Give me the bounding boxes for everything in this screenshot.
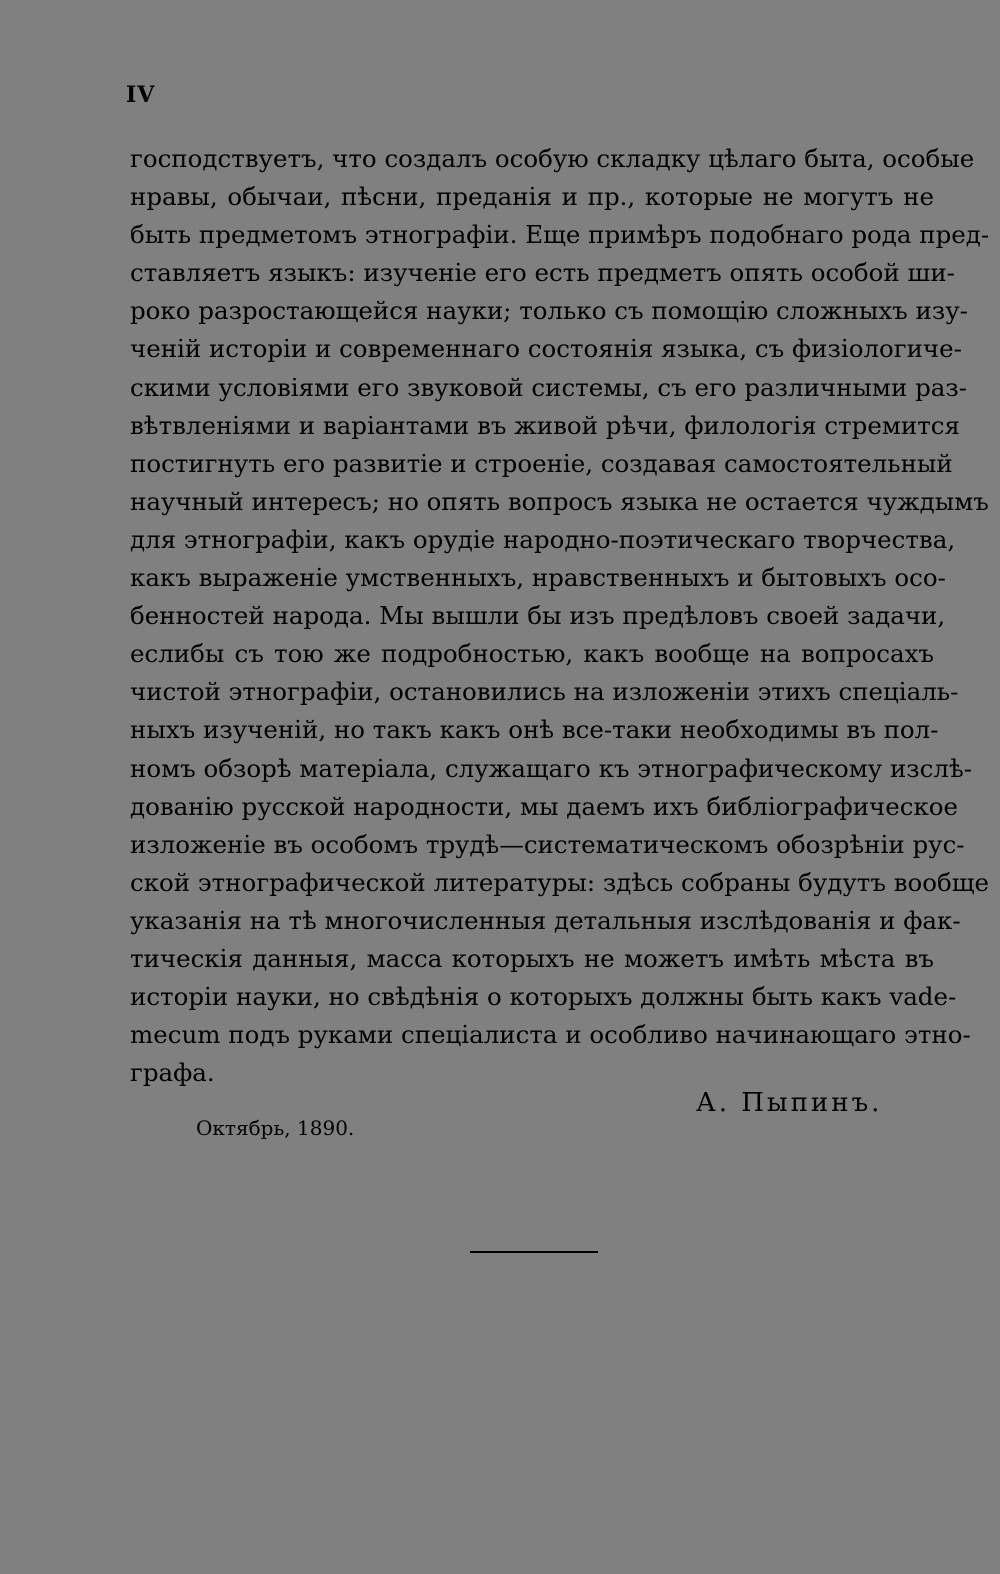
- text-line: ченій исторіи и современнаго состоянія языка, съ физіологиче-: [130, 334, 962, 364]
- text-line: вѣтвленіями и варіантами въ живой рѣчи, филологія стремится: [130, 410, 960, 440]
- text-line: еслибы съ тою же подробностью, какъ вообще на вопросахъ: [130, 639, 934, 669]
- text-line: господствуетъ, что создалъ особую складку цѣлаго быта, особые: [130, 144, 975, 173]
- text-line: роко разростающейся науки; только съ помощію сложныхъ изу-: [130, 296, 968, 326]
- text-line: графа.: [130, 1058, 215, 1088]
- text-line: какъ выраженіе умственныхъ, нравственныхъ и бытовыхъ осо-: [130, 563, 946, 593]
- text-line: указанія на тѣ многочисленныя детальныя изслѣдованія и фак-: [130, 905, 961, 935]
- text-line: номъ обзорѣ матеріала, служащаго къ этнографическому изслѣ-: [130, 753, 973, 783]
- text-line: научный интересъ; но опять вопросъ языка не остается чуждымъ: [130, 486, 989, 516]
- page-number: IV: [126, 82, 156, 108]
- text-line: быть предметомъ этнографіи. Еще примѣръ подобнаго рода пред-: [130, 220, 990, 250]
- text-line: для этнографіи, какъ орудіе народно-поэтическаго творчества,: [130, 524, 956, 554]
- text-line: тическія данныя, масса которыхъ не можетъ имѣть мѣста въ: [130, 943, 934, 973]
- text-line: постигнуть его развитіе и строеніе, создавая самостоятельный: [130, 448, 953, 478]
- text-line: чистой этнографіи, остановились на изложеніи этихъ спеціаль-: [130, 677, 959, 707]
- text-line: нравы, обычаи, пѣсни, преданія и пр., которые не могутъ не: [130, 182, 934, 212]
- author-signature: А. Пыпинъ.: [696, 1088, 883, 1118]
- text-line: бенностей народа. Мы вышли бы изъ предѣловъ своей задачи,: [130, 601, 946, 631]
- text-line: изложеніе въ особомъ трудѣ—систематическомъ обозрѣніи рус-: [130, 829, 965, 859]
- text-line: исторіи науки, но свѣдѣнія о которыхъ должны быть какъ vade-: [130, 982, 957, 1012]
- date-line: Октябрь, 1890.: [196, 1116, 355, 1140]
- text-line: mecum подъ руками спеціалиста и особливо начинающаго этно-: [130, 1020, 971, 1050]
- text-line: ской этнографической литературы: здѣсь собраны будутъ вообще: [130, 867, 990, 897]
- closing-rule: [470, 1251, 598, 1253]
- text-line: дованію русской народности, мы даемъ ихъ библіографическое: [130, 791, 959, 821]
- body-text: [130, 140, 990, 1092]
- text-line: ныхъ изученій, но такъ какъ онѣ все-таки необходимы въ пол-: [130, 715, 939, 745]
- text-line: ставляетъ языкъ: изученіе его есть предметъ опять особой ши-: [130, 258, 955, 288]
- text-line: скими условіями его звуковой системы, съ его различными раз-: [130, 372, 968, 402]
